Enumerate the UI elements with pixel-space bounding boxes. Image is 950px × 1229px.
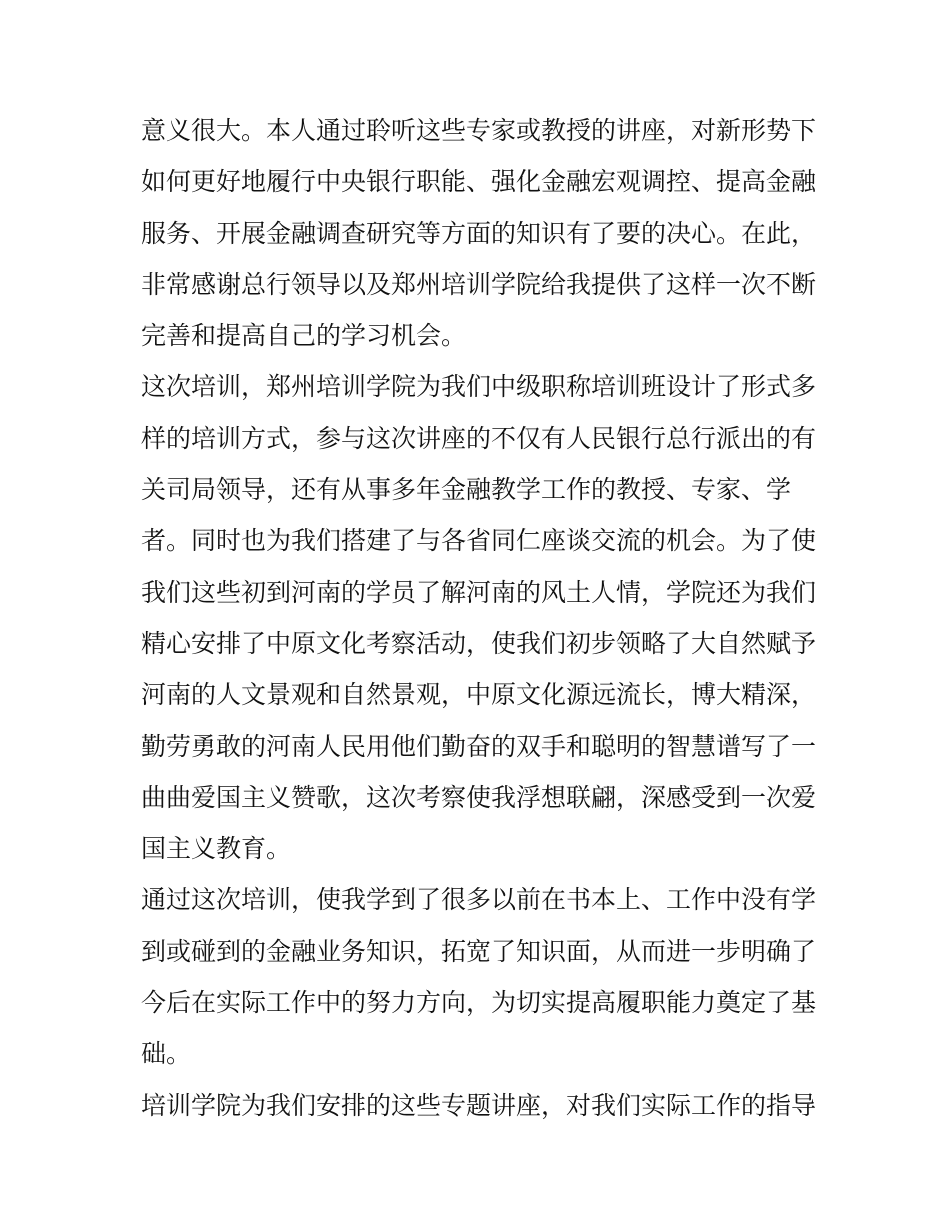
text-line: 样的培训方式，参与这次讲座的不仅有人民银行总行派出的有: [141, 423, 817, 453]
text-line: 河南的人文景观和自然景观，中原文化源远流长，博大精深，: [141, 680, 817, 710]
text-line: 这次培训，郑州培训学院为我们中级职称培训班设计了形式多: [141, 372, 817, 402]
text-line: 如何更好地履行中央银行职能、强化金融宏观调控、提高金融: [141, 167, 817, 197]
text-line: 服务、开展金融调查研究等方面的知识有了要的决心。在此，: [141, 218, 817, 248]
text-line: 培训学院为我们安排的这些专题讲座，对我们实际工作的指导: [141, 1090, 817, 1120]
text-line: 通过这次培训，使我学到了很多以前在书本上、工作中没有学: [141, 885, 817, 915]
text-line: 精心安排了中原文化考察活动，使我们初步领略了大自然赋予: [141, 628, 817, 658]
text-line: 曲曲爱国主义赞歌，这次考察使我浮想联翩，深感受到一次爱: [141, 782, 817, 812]
text-line: 关司局领导，还有从事多年金融教学工作的教授、专家、学: [141, 475, 792, 505]
text-line: 者。同时也为我们搭建了与各省同仁座谈交流的机会。为了使: [141, 526, 817, 556]
text-line: 完善和提高自己的学习机会。: [141, 321, 467, 351]
text-line: 国主义教育。: [141, 834, 292, 864]
text-line: 意义很大。本人通过聆听这些专家或教授的讲座，对新形势下: [141, 116, 817, 145]
text-line: 我们这些初到河南的学员了解河南的风土人情，学院还为我们: [141, 577, 817, 607]
body-text: [141, 110, 821, 1136]
text-line: 今后在实际工作中的努力方向，为切实提高履职能力奠定了基: [141, 988, 817, 1018]
text-line: 础。: [141, 1039, 192, 1069]
text-line: 勤劳勇敢的河南人民用他们勤奋的双手和聪明的智慧谱写了一: [141, 731, 817, 761]
text-line: 非常感谢总行领导以及郑州培训学院给我提供了这样一次不断: [141, 269, 817, 299]
text-line: 到或碰到的金融业务知识，拓宽了知识面，从而进一步明确了: [141, 936, 817, 966]
